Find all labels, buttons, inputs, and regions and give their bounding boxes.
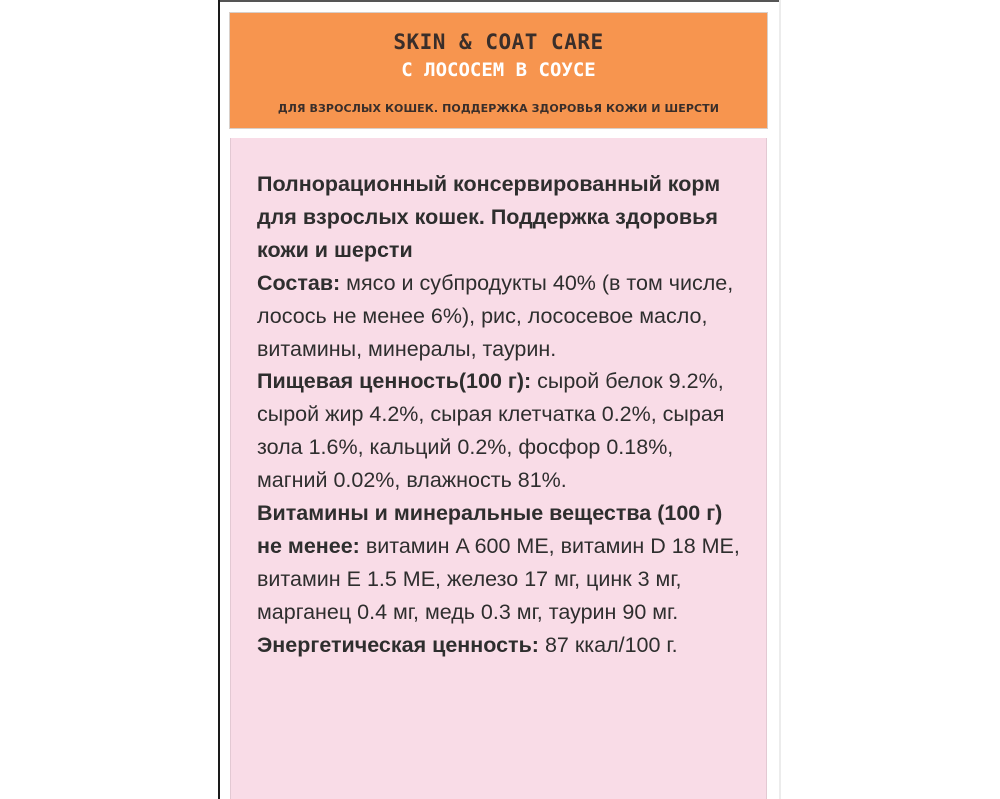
product-intro: Полнорационный консервированный корм для взрослых кошек. Поддержка здоровья кожи и шерсти (257, 172, 721, 262)
product-flavor: С ЛОСОСЕМ В СОУСЕ (401, 59, 596, 81)
composition-label: Состав: (257, 270, 341, 295)
nutrition-paragraph (257, 365, 747, 497)
energy-text: 87 ккал/100 г. (538, 632, 678, 657)
energy-label: Энергетическая ценность: (257, 632, 539, 657)
composition-text: мясо и субпродукты 40% (в том числе, лосось не менее 6%), рис, лососевое масло, витамины, минералы, таурин. (257, 270, 734, 361)
frame-left-border (218, 0, 220, 799)
vitamins-label: Витамины и минеральные вещества (100 г) не менее: (257, 501, 723, 558)
description-text (257, 168, 747, 662)
energy-paragraph (257, 629, 747, 662)
product-label-card (229, 12, 768, 799)
product-title: SKIN & COAT CARE (393, 30, 604, 54)
label-header (229, 12, 768, 129)
vitamins-text: витамин A 600 МЕ, витамин D 18 МЕ, витамин E 1.5 МЕ, железо 17 мг, цинк 3 мг, марганец 0.4 мг, медь 0.3 мг, таурин 90 мг. (257, 533, 740, 624)
nutrition-label: Пищевая ценность(100 г): (257, 369, 532, 394)
frame-top-border (218, 0, 780, 2)
description-panel (230, 138, 767, 799)
vitamins-paragraph (257, 497, 747, 629)
nutrition-text: сырой белок 9.2%, сырой жир 4.2%, сырая клетчатка 0.2%, сырая зола 1.6%, кальций 0.2%, фосфор 0.18%, магний 0.02%, влажность 81%. (257, 369, 725, 493)
composition-paragraph (257, 267, 747, 366)
frame-right-border (779, 0, 781, 799)
product-tagline: ДЛЯ ВЗРОСЛЫХ КОШЕК. ПОДДЕРЖКА ЗДОРОВЬЯ КОЖИ И ШЕРСТИ (277, 102, 720, 115)
header-separator (229, 129, 768, 138)
